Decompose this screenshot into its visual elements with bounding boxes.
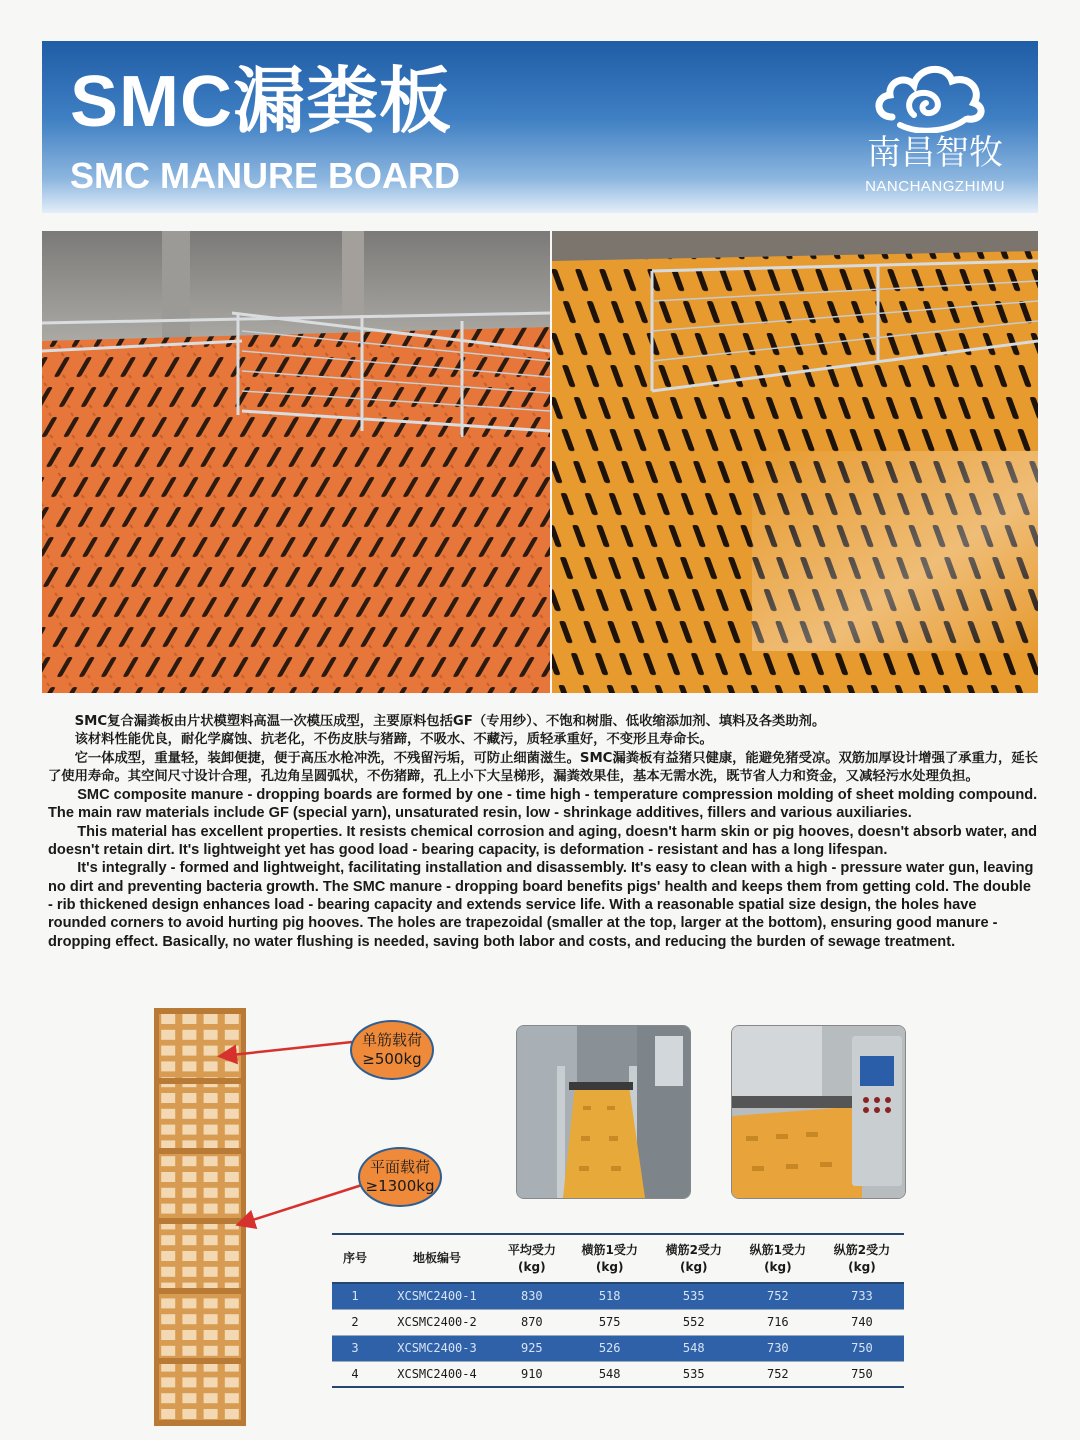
table-cell: 526 <box>598 1341 621 1355</box>
description-en-paragraph: SMC composite manure - dropping boards are formed by one - time high - temperature compression molding of sheet molding compound. The main raw materials include GF (special yarn), unsaturated resin, low - shrinkage additives, fillers and various auxiliaries. <box>48 787 1038 822</box>
table-cell: 750 <box>851 1366 873 1381</box>
table-cell: 535 <box>682 1289 705 1304</box>
load-test-photo-1 <box>516 1025 691 1199</box>
single-rib-load-callout <box>350 1020 434 1080</box>
table-cell: XCSMC2400-1 <box>397 1289 477 1304</box>
page-subtitle: SMC MANURE BOARD <box>70 155 460 196</box>
callout-value: ≥1300kg <box>365 1177 435 1195</box>
brand-name-cn: 南昌智牧 <box>867 133 1003 173</box>
load-test-table <box>332 1233 904 1388</box>
table-cell: 552 <box>682 1315 705 1329</box>
table-cell: XCSMC2400-4 <box>397 1366 477 1381</box>
description-cn-paragraph: 该材料性能优良，耐化学腐蚀、抗老化，不伤皮肤与猪蹄，不吸水、不藏污，质轻承重好，不变形且寿命长。 <box>74 732 713 748</box>
table-row <box>332 1283 904 1309</box>
table-row <box>332 1361 904 1387</box>
cloud-logo-icon <box>870 55 990 133</box>
table-cell: 716 <box>766 1315 789 1329</box>
description-en-paragraph: This material has excellent properties. It resists chemical corrosion and aging, doesn't harm skin or pig hooves, doesn't absorb water, and doesn't retain dirt. It's lightweight yet has good load - bearing capacity, is deformation - resistant and has a long lifespan. <box>48 823 1038 859</box>
page-title: SMC漏粪板 <box>70 62 452 142</box>
table-header-row <box>332 1234 904 1283</box>
header-banner <box>42 41 1038 213</box>
table-cell: 4 <box>351 1366 359 1381</box>
column-header: 序号 <box>342 1251 367 1265</box>
table-cell: 2 <box>351 1315 359 1329</box>
callout-value: ≥500kg <box>362 1050 422 1068</box>
table-cell: 830 <box>520 1289 543 1304</box>
flat-load-callout <box>358 1147 442 1207</box>
table-cell: 910 <box>520 1366 543 1381</box>
column-header: 纵筋2受力 (kg) <box>833 1242 891 1274</box>
table-cell: 730 <box>766 1341 789 1355</box>
table-cell: 870 <box>520 1315 543 1329</box>
table-row <box>332 1335 904 1361</box>
table-cell: 575 <box>598 1315 621 1329</box>
column-header: 平均受力 (kg) <box>507 1242 556 1274</box>
table-cell: 750 <box>851 1341 873 1355</box>
column-header: 纵筋1受力 (kg) <box>749 1242 807 1274</box>
table-cell: 518 <box>598 1289 621 1304</box>
brand-name-en: NANCHANGZHIMU <box>865 178 1005 195</box>
installed-board-photo-right <box>552 231 1038 693</box>
callout-label: 单筋载荷 <box>361 1031 422 1049</box>
load-test-photo-2 <box>731 1025 906 1199</box>
table-cell: 752 <box>766 1366 789 1381</box>
table-cell: 1 <box>351 1289 359 1304</box>
table-cell: 548 <box>682 1341 705 1355</box>
column-header: 横筋1受力 (kg) <box>581 1242 638 1274</box>
column-header: 地板编号 <box>412 1251 461 1265</box>
table-cell: 548 <box>598 1366 621 1381</box>
table-cell: XCSMC2400-3 <box>397 1341 477 1355</box>
table-cell: 3 <box>351 1341 359 1355</box>
installed-board-photo-left <box>42 231 550 693</box>
description-en-paragraph: It's integrally - formed and lightweight, facilitating installation and disassembly. It's easy to clean with a high - pressure water gun, leaving no dirt and preventing bacteria growth. The SMC manure - dropping board benefits pigs' health and keeps them from getting cold. The double - rib thickened design enhances load - bearing capacity and extends service life. With a reasonable spatial size design, the holes have rounded corners to avoid hurting pig hooves. The holes are trapezoidal (smaller at the top, larger at the bottom), ensuring good manure - dropping effect. Basically, no water flushing is needed, saving both labor and costs, and reducing the burden of sewage treatment. <box>48 860 1034 950</box>
table-row <box>332 1309 904 1335</box>
callout-label: 平面载荷 <box>369 1158 430 1176</box>
description-cn-paragraph: 它一体成型，重量轻，装卸便捷，便于高压水枪冲洗，不残留污垢，可防止细菌滋生。SMC漏粪板有益猪只健康，能避免猪受凉。双筋加厚设计增强了承重力，延长了使用寿命。其空间尺寸设计合理，孔边角呈圆弧状，不伤猪蹄，孔上小下大呈梯形，漏粪效果佳，基本无需水洗，既节省人力和资金，又减轻污水处理负担。 <box>48 750 1038 784</box>
table-cell: 535 <box>682 1366 705 1381</box>
table-cell: 740 <box>851 1315 873 1329</box>
board-underside-image <box>154 1008 246 1426</box>
column-header: 横筋2受力 (kg) <box>665 1242 722 1274</box>
table-cell: 925 <box>520 1341 543 1355</box>
table-cell: XCSMC2400-2 <box>397 1315 477 1329</box>
description-cn-paragraph: SMC复合漏粪板由片状模塑料高温一次模压成型，主要原料包括GF（专用纱）、不饱和树脂、低收缩添加剂、填料及各类助剂。 <box>74 714 826 729</box>
table-cell: 733 <box>851 1289 873 1304</box>
table-cell: 752 <box>766 1289 789 1304</box>
product-description <box>48 713 1038 951</box>
